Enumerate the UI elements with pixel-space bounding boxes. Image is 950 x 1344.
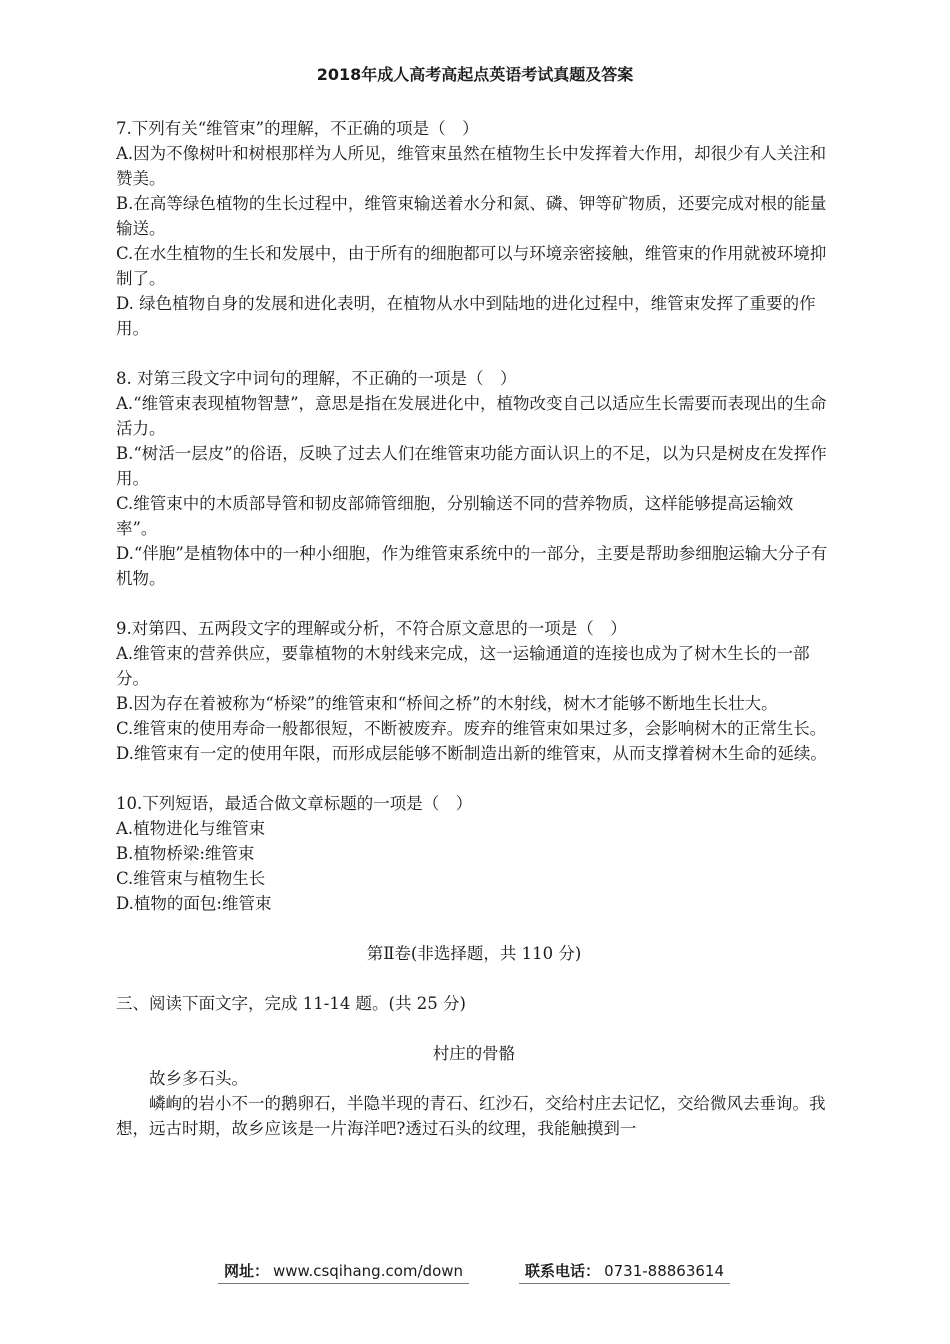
website-link[interactable]: www.csqihang.com/down	[273, 1262, 464, 1280]
option-c: C.在水生植物的生长和发展中，由于所有的细胞都可以与环境亲密接触，维管束的作用就被环境抑制了。	[116, 244, 827, 288]
question-9	[116, 616, 832, 766]
article-paragraph: 嶙峋的岩小不一的鹅卵石，半隐半现的青石、红沙石，交给村庄去记忆，交给微风去垂询。我想，远古时期，故乡应该是一片海洋吧?透过石头的纹理，我能触摸到一	[116, 1094, 826, 1138]
article-title: 村庄的骨骼	[432, 1044, 516, 1063]
page-header	[0, 62, 950, 85]
option-b: B.在高等绿色植物的生长过程中，维管束输送着水分和氮、磷、钾等矿物质，还要完成对根的能量输送。	[116, 194, 827, 238]
section-intro: 三、阅读下面文字，完成 11-14 题。(共 25 分)	[116, 994, 466, 1013]
phone-number: 0731-88863614	[604, 1262, 724, 1280]
option-a: A.维管束的营养供应，要靠植物的木射线来完成，这一运输通道的连接也成为了树木生长的一部分。	[116, 644, 810, 688]
footer-phone	[519, 1258, 730, 1284]
option-d: D.维管束有一定的使用年限，而形成层能够不断制造出新的维管束，从而支撑着树木生命的延续。	[116, 744, 827, 763]
option-c: C.维管束与植物生长	[116, 869, 266, 888]
option-c: C.维管束中的木质部导管和韧皮部筛管细胞，分别输送不同的营养物质，这样能够提高运输效率”。	[116, 494, 794, 538]
document-title: 2018年成人高考高起点英语考试真题及答案	[316, 65, 634, 84]
option-d: D.植物的面包:维管束	[116, 894, 272, 913]
option-b: B.植物桥梁:维管束	[116, 844, 255, 863]
option-d: D. 绿色植物自身的发展和进化表明，在植物从水中到陆地的进化过程中，维管束发挥了重要的作用。	[116, 294, 816, 338]
document-body	[116, 116, 832, 1141]
question-stem: 10.下列短语，最适合做文章标题的一项是（ ）	[116, 794, 473, 813]
option-a: A.植物进化与维管束	[116, 819, 266, 838]
question-stem: 9.对第四、五两段文字的理解或分析，不符合原文意思的一项是（ ）	[116, 619, 627, 638]
phone-label: 联系电话：	[525, 1262, 601, 1280]
question-8	[116, 366, 832, 591]
question-7	[116, 116, 832, 341]
question-stem: 7.下列有关“维管束”的理解，不正确的项是（ ）	[116, 119, 479, 138]
article-paragraph: 故乡多石头。	[149, 1069, 248, 1088]
option-b: B.“树活一层皮”的俗语，反映了过去人们在维管束功能方面认识上的不足，以为只是树皮在发挥作用。	[116, 444, 827, 488]
option-c: C.维管束的使用寿命一般都很短，不断被废弃。废弃的维管束如果过多，会影响树木的正常生长。	[116, 719, 827, 738]
question-stem: 8. 对第三段文字中词句的理解，不正确的一项是（ ）	[116, 369, 517, 388]
question-10	[116, 791, 832, 916]
section-title: 第Ⅱ卷(非选择题，共 110 分)	[366, 944, 582, 963]
option-d: D.“伴胞”是植物体中的一种小细胞，作为维管束系统中的一部分，主要是帮助参细胞运输大分子有机物。	[116, 544, 828, 588]
page-footer	[218, 1256, 730, 1286]
website-label: 网址：	[224, 1262, 270, 1280]
option-b: B.因为存在着被称为“桥梁”的维管束和“桥间之桥”的木射线，树木才能够不断地生长壮大。	[116, 694, 778, 713]
footer-website[interactable]	[218, 1258, 469, 1284]
option-a: A.因为不像树叶和树根那样为人所见，维管束虽然在植物生长中发挥着大作用，却很少有人关注和赞美。	[116, 144, 827, 188]
option-a: A.“维管束表现植物智慧”，意思是指在发展进化中，植物改变自己以适应生长需要而表现出的生命活力。	[116, 394, 827, 438]
